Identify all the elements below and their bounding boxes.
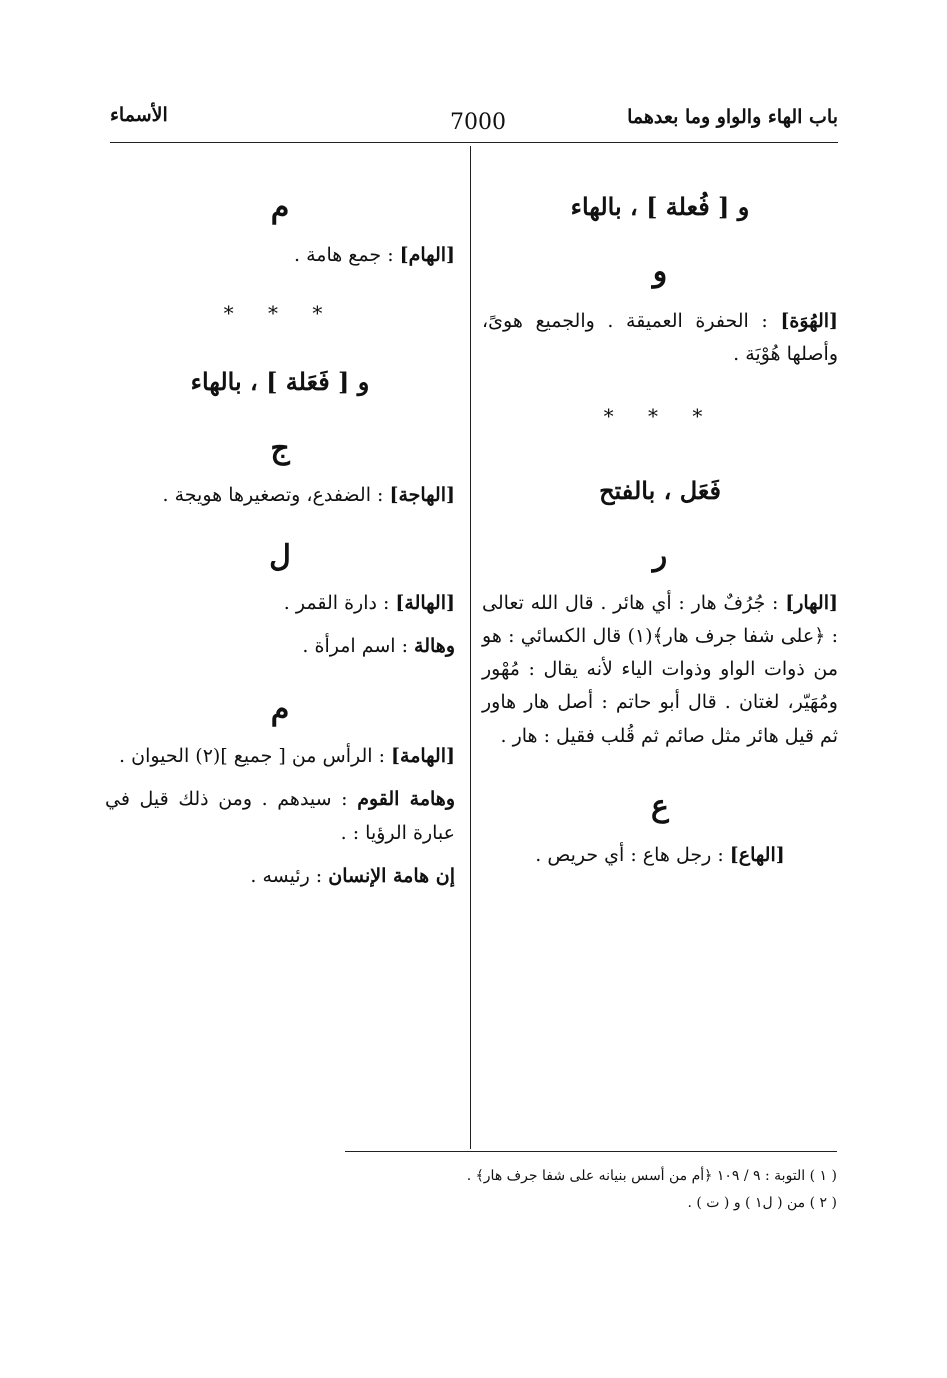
entry-haa: [482, 839, 838, 872]
footnote-rule: [345, 1151, 837, 1152]
definition: : جُرُفٌ هار : أي هائر . قال الله تعالى : ﴿على شفا جرف هار﴾(١) قال الكسائي : هو من ذوات الواو وذوات الياء لأنه يقال : مُهْور ومُهَيّر، لغتان . قال أبو حاتم : أصل هار هاور ثم قيل هائر مثل صائم ثم قُلب فقيل : هار .: [482, 591, 838, 747]
headword: [الهار]: [785, 591, 838, 614]
headword: [الهاجة]: [389, 484, 455, 507]
letter-heading: و: [652, 254, 668, 289]
entry-hala-name: [105, 630, 455, 663]
entry-haja: [105, 479, 455, 512]
page-header: [110, 104, 838, 144]
chapter-title: باب الهاء والواو وما بعدهما: [627, 106, 838, 128]
entry-ham: [105, 239, 455, 272]
section-title: الأسماء: [110, 104, 168, 126]
page-number: 7000: [450, 110, 506, 135]
headword: [الهامة]: [391, 745, 455, 767]
definition: : الرأس من [ جميع ](٢) الحيوان .: [119, 745, 385, 767]
letter-heading: م: [270, 691, 290, 727]
definition: : رئيسه .: [250, 864, 323, 887]
entry-har: [482, 587, 838, 753]
letter-heading: ل: [269, 538, 291, 574]
entry-hama: [105, 740, 455, 773]
headword: إن هامة الإنسان: [328, 864, 455, 887]
headword: [الهام]: [399, 243, 455, 266]
entry-hawwa: [482, 305, 838, 372]
headword: وهامة القوم: [357, 788, 455, 811]
entry-hamat-insan: [105, 860, 455, 893]
separator-stars: * * *: [603, 404, 717, 428]
definition: : دارة القمر .: [283, 592, 390, 614]
letter-heading: ر: [652, 538, 668, 573]
entry-hala: [105, 587, 455, 620]
headword: وهالة: [414, 635, 455, 658]
definition: : سيدهم . ومن ذلك قيل في عبارة الرؤيا : .: [105, 788, 455, 844]
left-column: [105, 146, 455, 1146]
column-divider: [470, 146, 471, 1149]
footnotes: [109, 1163, 837, 1216]
footnote-2: ( ٢ ) من ( ل١ ) و ( ت ) .: [687, 1194, 837, 1211]
separator-stars: * * *: [223, 300, 337, 325]
definition: : الحفرة العميقة . والجميع هوىً، وأصلها هُوْيَة .: [482, 309, 838, 365]
definition: : اسم امرأة .: [302, 635, 408, 658]
entry-hamat-qawm: [105, 783, 455, 850]
right-column: [482, 146, 838, 1146]
headword: [الهالة]: [395, 592, 455, 614]
definition: : جمع هامة .: [294, 243, 394, 266]
definition: : رجل هاع : أي حريص .: [535, 844, 724, 867]
section-heading: و [ فَعَلة ] ، بالهاء: [190, 366, 370, 396]
footnote-1: ( ١ ) التوبة : ٩ / ١٠٩ ﴿أم من أسس بنيانه على شفا جرف هار﴾ .: [466, 1168, 837, 1184]
section-heading: فَعَل ، بالفتح: [599, 476, 721, 505]
letter-heading: م: [270, 190, 290, 225]
section-heading: و [ فُعلة ] ، بالهاء: [570, 192, 750, 221]
headword: [الهُوَة]: [780, 309, 839, 332]
headword: [الهاع]: [729, 844, 785, 867]
letter-heading: ع: [651, 788, 669, 824]
definition: : الضفدع، وتصغيرها هويجة .: [162, 484, 384, 507]
header-rule: [110, 142, 838, 143]
letter-heading: ج: [270, 430, 290, 466]
